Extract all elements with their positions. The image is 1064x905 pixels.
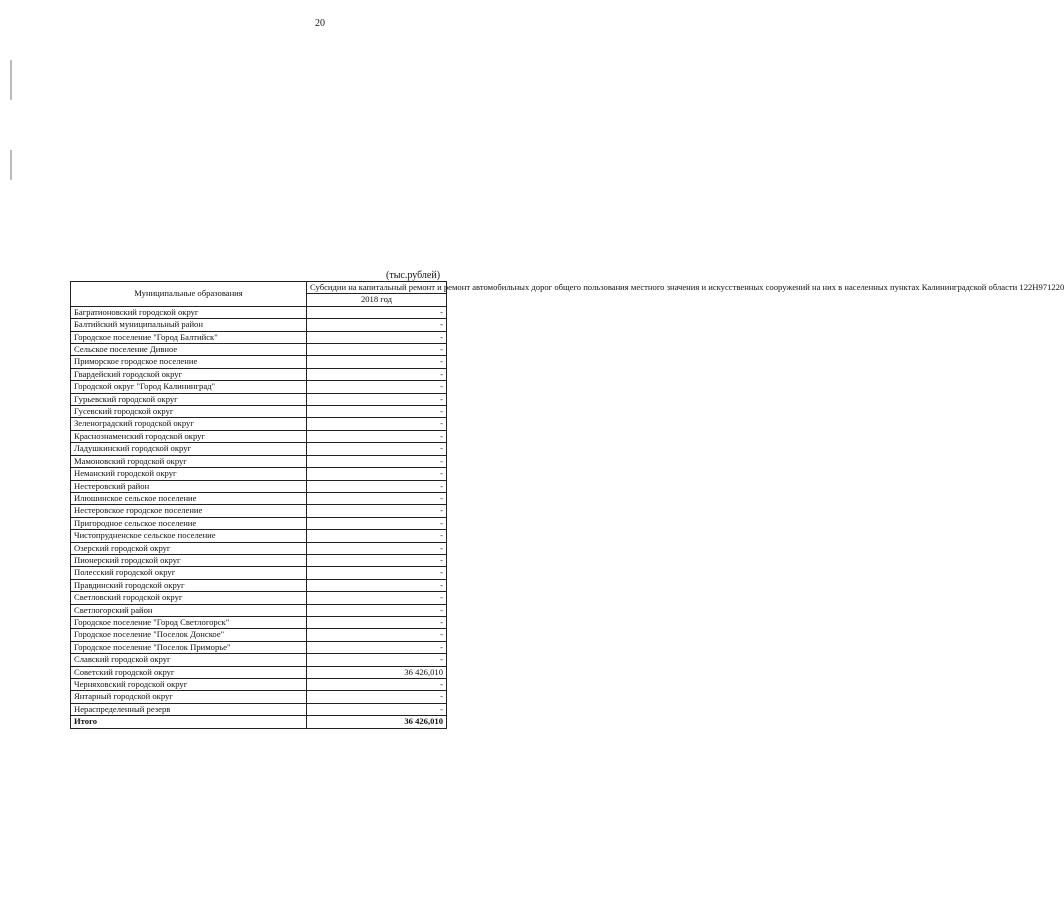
subsidy-value: -: [307, 592, 447, 604]
subsidy-value: -: [307, 629, 447, 641]
subsidy-value: -: [307, 430, 447, 442]
table-row: [71, 517, 447, 529]
subsidy-value: -: [307, 492, 447, 504]
subsidy-value: -: [307, 319, 447, 331]
page-number: 20: [315, 18, 325, 29]
subsidy-value: -: [307, 468, 447, 480]
table-row: [71, 306, 447, 318]
table-row: [71, 344, 447, 356]
municipality-name: Черняховский городской округ: [71, 679, 307, 691]
subsidy-value: -: [307, 443, 447, 455]
table-row: [71, 691, 447, 703]
subsidy-value: -: [307, 641, 447, 653]
table-row: [71, 554, 447, 566]
total-label: Итого: [71, 716, 307, 728]
table-row: [71, 455, 447, 467]
table-row: [71, 406, 447, 418]
table-row: [71, 641, 447, 653]
municipality-name: Сельское поселение Дивное: [71, 344, 307, 356]
municipality-name: Озерский городской округ: [71, 542, 307, 554]
municipality-name: Светлогорский район: [71, 604, 307, 616]
table-row: [71, 430, 447, 442]
municipality-name: Городское поселение "Город Светлогорск": [71, 616, 307, 628]
table-row: [71, 542, 447, 554]
header-municipalities: Муниципальные образования: [71, 282, 307, 307]
subsidy-value: -: [307, 654, 447, 666]
scan-edge-mark: [10, 150, 12, 180]
table-row: [71, 654, 447, 666]
table-row: [71, 604, 447, 616]
subsidy-value: -: [307, 418, 447, 430]
municipality-name: Славский городской округ: [71, 654, 307, 666]
subsidy-value: -: [307, 530, 447, 542]
municipality-name: Городской округ "Город Калининград": [71, 381, 307, 393]
total-row: [71, 716, 447, 728]
table-row: [71, 356, 447, 368]
table-row: [71, 480, 447, 492]
subsidy-value: -: [307, 455, 447, 467]
subsidy-value: 36 426,010: [307, 666, 447, 678]
table-row: [71, 331, 447, 343]
subsidy-value: -: [307, 691, 447, 703]
municipality-name: Чистопрудненское сельское поселение: [71, 530, 307, 542]
table-row: [71, 443, 447, 455]
subsidy-value: -: [307, 679, 447, 691]
table-row: [71, 381, 447, 393]
municipality-name: Гурьевский городской округ: [71, 393, 307, 405]
subsidy-value: -: [307, 616, 447, 628]
table-row: [71, 629, 447, 641]
table-row: [71, 579, 447, 591]
municipality-name: Нестеровское городское поселение: [71, 505, 307, 517]
municipality-name: Неманский городской округ: [71, 468, 307, 480]
subsidy-value: -: [307, 406, 447, 418]
subsidy-table: [70, 281, 1064, 729]
municipality-name: Приморское городское поселение: [71, 356, 307, 368]
subsidy-value: -: [307, 480, 447, 492]
municipality-name: Балтийский муниципальный район: [71, 319, 307, 331]
total-value: 36 426,010: [307, 716, 447, 728]
header-year: 2018 год: [307, 294, 447, 306]
municipality-name: Краснознаменский городской округ: [71, 430, 307, 442]
subsidy-value: -: [307, 505, 447, 517]
municipality-name: Нераспределенный резерв: [71, 703, 307, 715]
subsidy-value: -: [307, 331, 447, 343]
municipality-name: Гусевский городской округ: [71, 406, 307, 418]
table-row: [71, 567, 447, 579]
municipality-name: Пригородное сельское поселение: [71, 517, 307, 529]
table-row: [71, 679, 447, 691]
municipality-name: Пионерский городской округ: [71, 554, 307, 566]
table-row: [71, 492, 447, 504]
municipality-name: Полесский городской округ: [71, 567, 307, 579]
table-row: [71, 319, 447, 331]
municipality-name: Светловский городской округ: [71, 592, 307, 604]
municipality-name: Гвардейский городской округ: [71, 368, 307, 380]
subsidy-value: -: [307, 393, 447, 405]
units-label: (тыс.рублей): [386, 270, 441, 281]
municipality-name: Правдинский городской округ: [71, 579, 307, 591]
table-row: [71, 418, 447, 430]
subsidy-value: -: [307, 381, 447, 393]
table-row: [71, 530, 447, 542]
subsidy-value: -: [307, 368, 447, 380]
header-subsidy: Субсидии на капитальный ремонт и ремонт автомобильных дорог общего пользования местного значения и искусственных сооружений на них в населенных пунктах Калининградской области 122Н971220: [307, 282, 447, 294]
table-row: [71, 368, 447, 380]
subsidy-value: -: [307, 356, 447, 368]
municipality-name: Городское поселение "Город Балтийск": [71, 331, 307, 343]
municipality-name: Городское поселение "Поселок Донское": [71, 629, 307, 641]
table-row: [71, 703, 447, 715]
subsidy-value: -: [307, 579, 447, 591]
municipality-name: Мамоновский городской округ: [71, 455, 307, 467]
subsidy-value: -: [307, 517, 447, 529]
municipality-name: Советский городской округ: [71, 666, 307, 678]
municipality-name: Янтарный городской округ: [71, 691, 307, 703]
subsidy-value: -: [307, 306, 447, 318]
table-body: [71, 306, 447, 715]
municipality-name: Багратионовский городской округ: [71, 306, 307, 318]
municipality-name: Зеленоградский городской округ: [71, 418, 307, 430]
subsidy-value: -: [307, 554, 447, 566]
table-row: [71, 592, 447, 604]
municipality-name: Илюшинское сельское поселение: [71, 492, 307, 504]
subsidy-value: -: [307, 703, 447, 715]
subsidy-value: -: [307, 604, 447, 616]
subsidy-value: -: [307, 542, 447, 554]
table-row: [71, 666, 447, 678]
municipality-name: Ладушкинский городской округ: [71, 443, 307, 455]
table-row: [71, 616, 447, 628]
subsidy-value: -: [307, 567, 447, 579]
table-row: [71, 393, 447, 405]
municipality-name: Городское поселение "Поселок Приморье": [71, 641, 307, 653]
subsidy-value: -: [307, 344, 447, 356]
municipality-name: Нестеровский район: [71, 480, 307, 492]
table-row: [71, 468, 447, 480]
scan-edge-mark: [10, 60, 12, 100]
table-row: [71, 505, 447, 517]
